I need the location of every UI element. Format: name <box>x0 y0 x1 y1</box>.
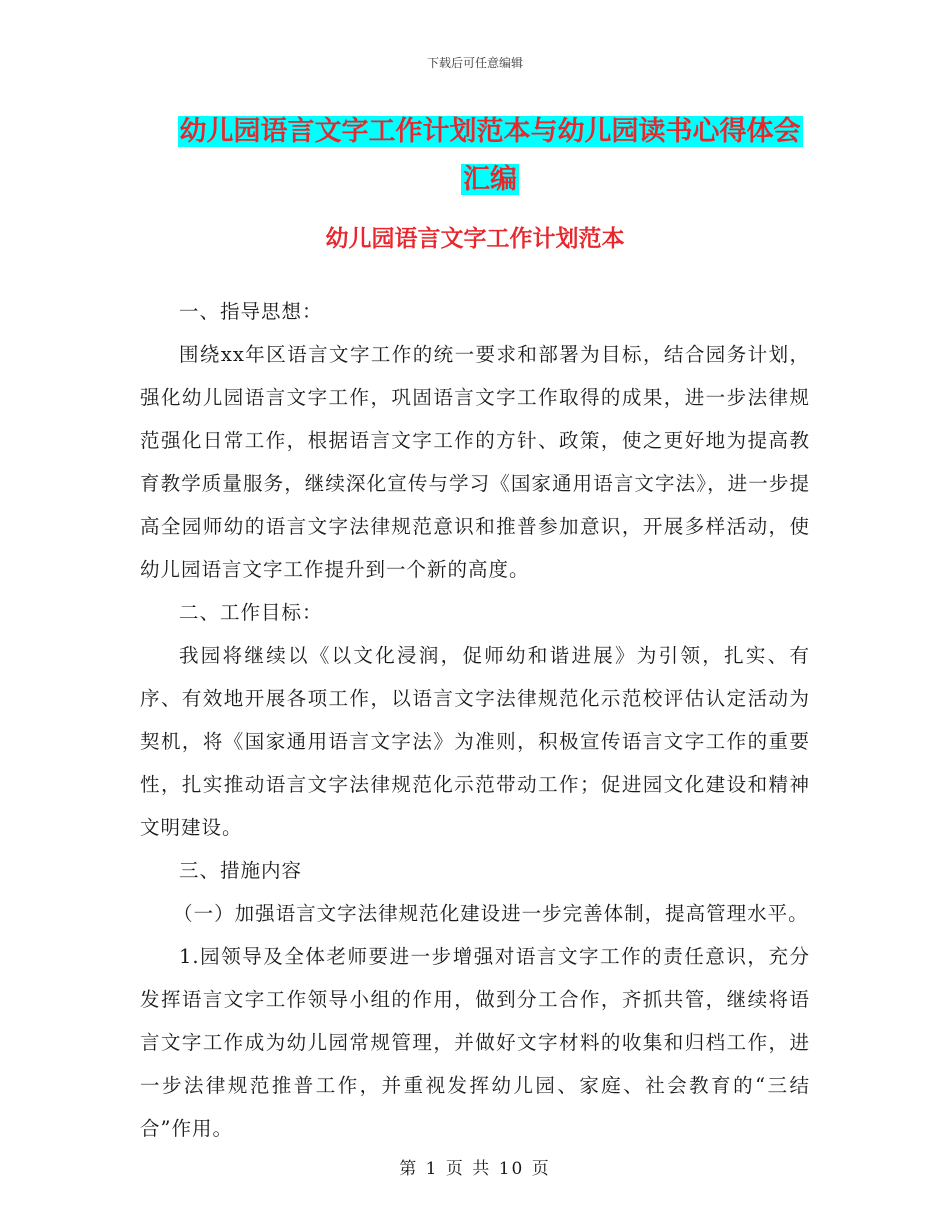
document-title <box>140 108 840 204</box>
document-title-line1: 幼儿园语言文字工作计划范本与幼儿园读书心得体会 <box>179 116 801 147</box>
heading-work-goals: 二、工作目标： <box>179 601 323 624</box>
paragraph-work-goals: 我园将继续以《以文化浸润，促师幼和谐进展》为引领，扎实、有序、有效地开展各项工作，以语言文字法律规范化示范校评估认定活动为契机，将《国家通用语言文字法》为准则，积极宣传语言文字工作的重要性，扎实推动语言文字法律规范化示范带动工作；促进园文化建设和精神文明建设。 <box>140 644 810 839</box>
section-title: 幼儿园语言文字工作计划范本 <box>325 226 625 252</box>
page-number: 第 1 页 共 10 页 <box>399 1159 551 1179</box>
paragraph-guiding-thought: 围绕xx年区语言文字工作的统一要求和部署为目标，结合园务计划，强化幼儿园语言文字工作，巩固语言文字工作取得的成果，进一步法律规范强化日常工作，根据语言文字工作的方针、政策，使之更好地为提高教育教学质量服务，继续深化宣传与学习《国家通用语言文字法》，进一步提高全园师幼的语言文字法律规范意识和推普参加意识，开展多样活动，使幼儿园语言文字工作提升到一个新的高度。 <box>140 343 810 581</box>
subheading-measure-one: （一）加强语言文字法律规范化建设进一步完善体制，提高管理水平。 <box>173 902 809 925</box>
header-note: 下载后可任意编辑 <box>426 56 523 70</box>
heading-measures: 三、措施内容 <box>179 859 303 882</box>
heading-guiding-thought: 一、指导思想： <box>179 300 323 323</box>
document-body <box>140 290 810 1150</box>
paragraph-measure-one-item-1: 1.园领导及全体老师要进一步增强对语言文字工作的责任意识，充分发挥语言文字工作领导小组的作用，做到分工合作，齐抓共管，继续将语言文字工作成为幼儿园常规管理，并做好文字材料的收集和归档工作，进一步法律规范推普工作，并重视发挥幼儿园、家庭、社会教育的“三结合”作用。 <box>140 945 810 1140</box>
document-title-line2: 汇编 <box>463 164 517 195</box>
